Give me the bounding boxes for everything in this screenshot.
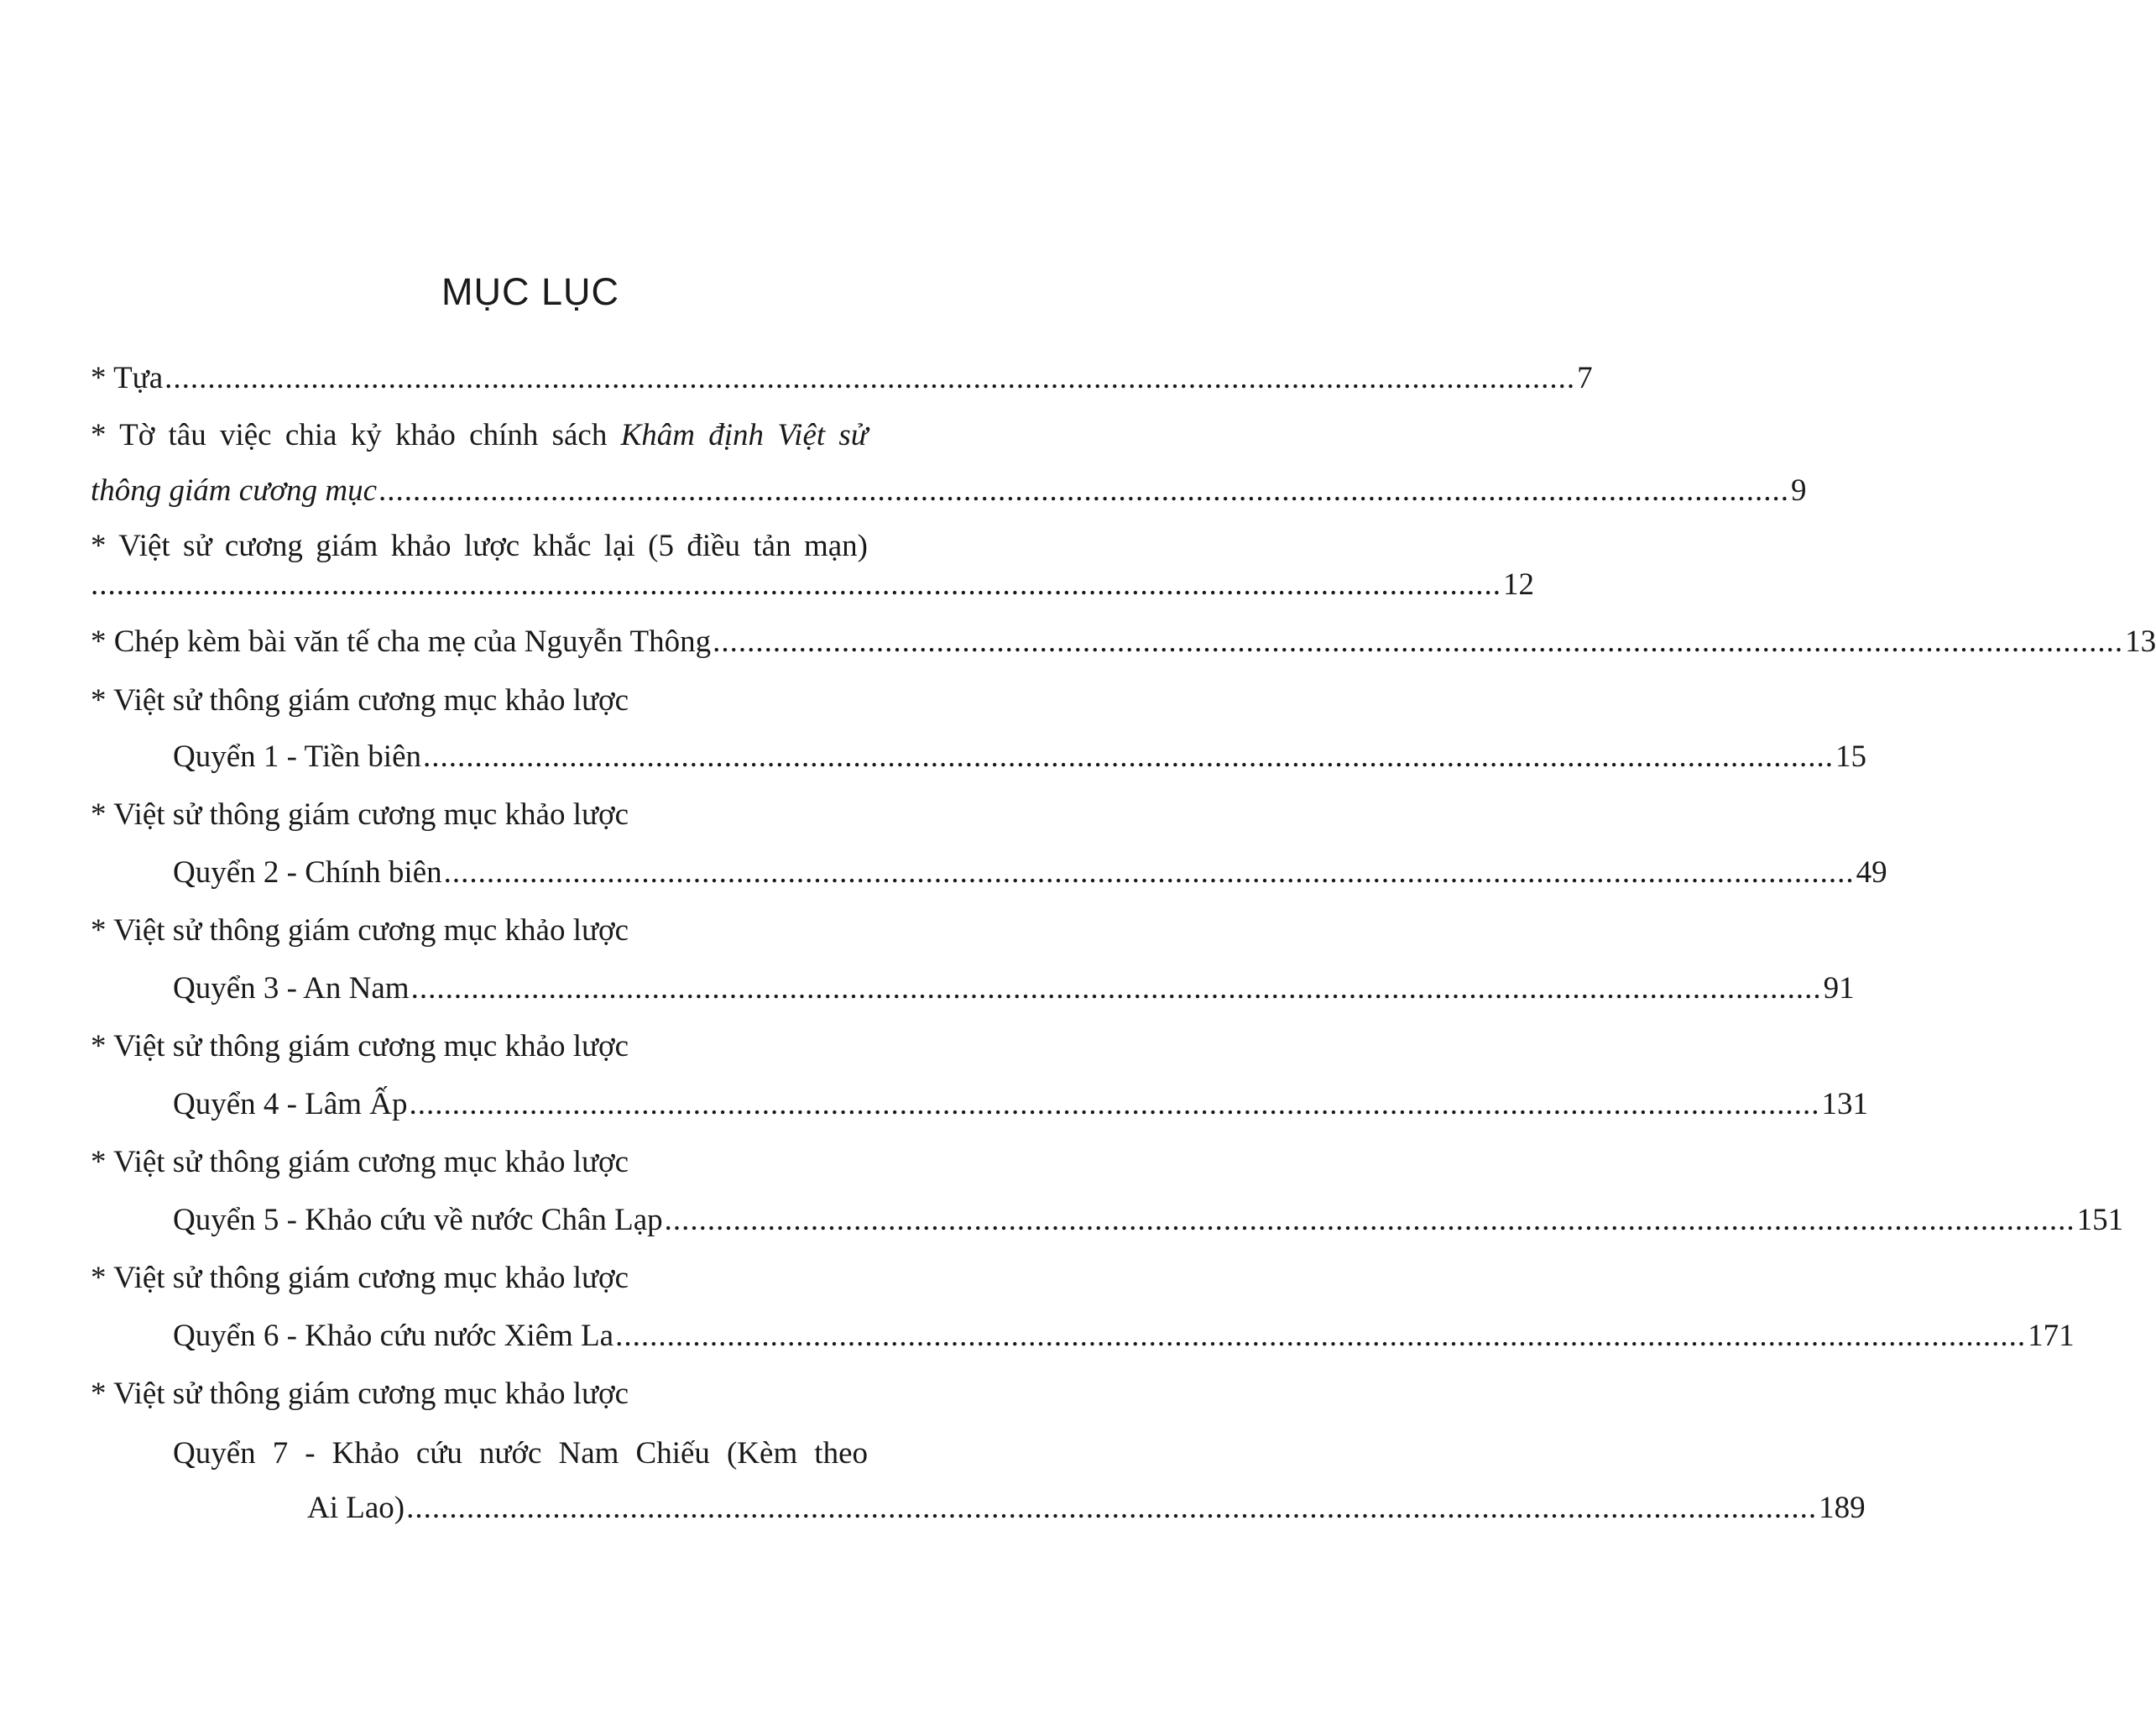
entry-text: Quyển 6 - Khảo cứu nước Xiêm La <box>173 1319 614 1353</box>
leader-dots: .................................................................................................................................................................... <box>406 1491 1818 1525</box>
toc-entry-tua <box>91 354 1593 403</box>
toc-entry-q2 <box>173 849 1887 897</box>
entry-page-number: 15 <box>1835 739 1866 774</box>
leader-dots: .................................................................................................................................................................... <box>378 473 1790 508</box>
entry-heading: * Việt sử thông giám cương mục khảo lược <box>91 1261 629 1295</box>
toc-entry-q7-heading <box>91 1370 868 1419</box>
entry-page-number: 131 <box>1821 1087 1868 1121</box>
toc-entry-to-tau-line1 <box>91 411 868 460</box>
leader-dots: .................................................................................................................................................................... <box>410 971 1822 1006</box>
entry-heading: * Việt sử thông giám cương mục khảo lược <box>91 1145 629 1179</box>
entry-page-number: 151 <box>2076 1203 2124 1237</box>
leader-dots: .................................................................................................................................................................... <box>615 1319 2027 1353</box>
entry-heading: * Việt sử thông giám cương mục khảo lược <box>91 913 629 948</box>
entry-page-number: 7 <box>1577 361 1593 395</box>
toc-entry-q7-line2 <box>307 1484 1866 1533</box>
toc-entry-q1-heading <box>91 677 868 725</box>
leader-dots: .................................................................................................................................................................... <box>91 567 1501 602</box>
entry-page-number: 12 <box>1503 567 1534 602</box>
toc-entry-q5-heading <box>91 1138 868 1187</box>
entry-text: Quyển 7 - Khảo cứu nước Nam Chiếu (Kèm theo <box>173 1436 868 1471</box>
toc-entry-q3 <box>173 964 1855 1013</box>
entry-text: * Việt sử cương giám khảo lược khắc lại (5 điều tản mạn) <box>91 529 868 563</box>
entry-text: Quyển 3 - An Nam <box>173 971 410 1006</box>
entry-text: Quyển 1 - Tiền biên <box>173 739 421 774</box>
toc-entry-q7-line1 <box>173 1429 868 1478</box>
toc-entry-q4-heading <box>91 1022 868 1071</box>
leader-dots: .................................................................................................................................................................... <box>443 855 1855 890</box>
toc-entry-q2-heading <box>91 791 868 839</box>
toc-entry-khac-lai-line2 <box>91 561 1534 609</box>
entry-text: * Tờ tâu việc chia kỷ khảo chính sách Khâm định Việt sử <box>91 418 868 452</box>
entry-text: Quyển 4 - Lâm Ấp <box>173 1087 408 1121</box>
toc-entry-q3-heading <box>91 907 868 955</box>
leader-dots: .................................................................................................................................................................... <box>409 1087 1820 1121</box>
toc-entry-q6 <box>173 1312 2075 1361</box>
toc-entry-q6-heading <box>91 1254 868 1303</box>
leader-dots: .................................................................................................................................................................... <box>713 624 2124 659</box>
entry-text: Ai Lao) <box>307 1491 405 1525</box>
page-title: MỤC LỤC <box>441 270 619 313</box>
leader-dots: .................................................................................................................................................................... <box>664 1203 2075 1237</box>
toc-entry-q4 <box>173 1080 1868 1129</box>
entry-heading: * Việt sử thông giám cương mục khảo lược <box>91 1377 629 1411</box>
entry-page-number: 13 <box>2125 624 2156 659</box>
leader-dots: .................................................................................................................................................................... <box>164 361 1576 395</box>
entry-heading: * Việt sử thông giám cương mục khảo lược <box>91 797 629 832</box>
entry-text: Quyển 5 - Khảo cứu về nước Chân Lạp <box>173 1203 663 1237</box>
toc-entry-q5 <box>173 1196 2124 1245</box>
toc-entry-to-tau-line2 <box>91 467 1807 515</box>
toc-entry-q1 <box>173 733 1866 781</box>
entry-heading: * Việt sử thông giám cương mục khảo lược <box>91 1029 629 1063</box>
entry-heading: * Việt sử thông giám cương mục khảo lược <box>91 683 629 718</box>
entry-text: * Chép kèm bài văn tế cha mẹ của Nguyễn Thông <box>91 624 712 659</box>
entry-text: thông giám cương mục <box>91 473 378 508</box>
toc-entry-chep-kem <box>91 618 2156 666</box>
entry-page-number: 171 <box>2028 1319 2075 1353</box>
entry-page-number: 49 <box>1856 855 1887 890</box>
entry-page-number: 9 <box>1791 473 1807 508</box>
entry-page-number: 189 <box>1819 1491 1866 1525</box>
entry-page-number: 91 <box>1823 971 1855 1006</box>
entry-text: Quyển 2 - Chính biên <box>173 855 442 890</box>
leader-dots: .................................................................................................................................................................... <box>423 739 1834 774</box>
entry-text: * Tựa <box>91 361 164 395</box>
